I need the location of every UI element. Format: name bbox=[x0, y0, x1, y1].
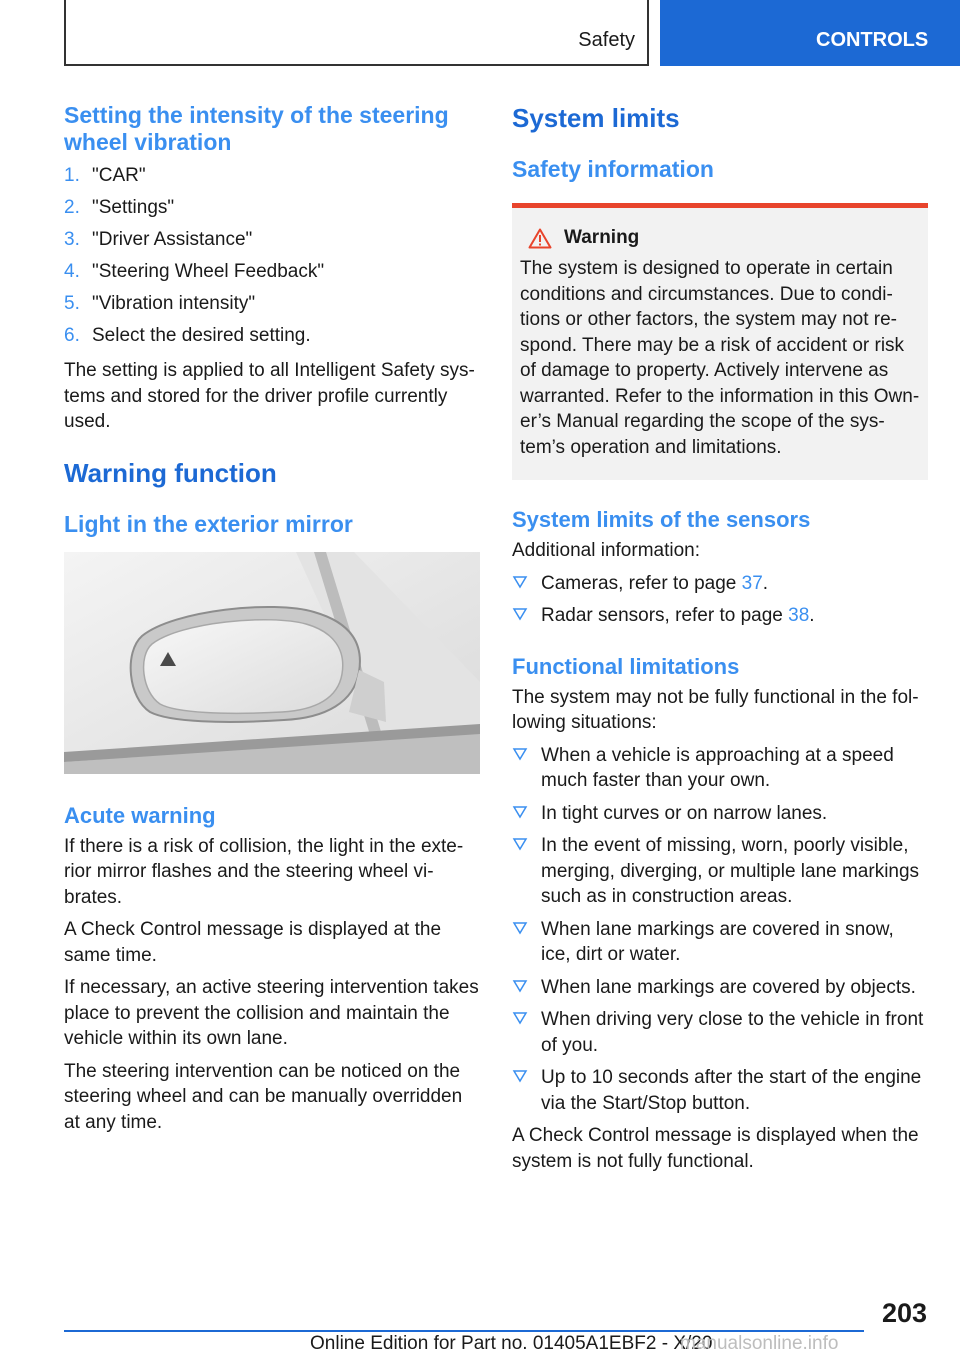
list-item: 2. "Settings" bbox=[64, 197, 175, 218]
footer-watermark: manualsonline.info bbox=[680, 1333, 839, 1354]
sensor-refs-list bbox=[512, 571, 928, 629]
bullet-triangle-icon bbox=[512, 606, 528, 622]
chapter-title: CONTROLS bbox=[816, 29, 929, 51]
list-item: 6. Select the desired setting. bbox=[64, 325, 311, 346]
additional-info: Additional information: bbox=[512, 540, 700, 561]
steps-list bbox=[64, 160, 482, 352]
section-title: Safety bbox=[578, 29, 635, 51]
intensity-heading: Setting the intensity of the steering wheel vibration bbox=[64, 102, 449, 155]
header-section-box bbox=[64, 0, 649, 66]
bullet-triangle-icon bbox=[512, 836, 528, 852]
setting-note: The setting is applied to all Intelligent Safety systems and stored for the driver profile currently used. bbox=[64, 360, 475, 432]
bullet-triangle-icon bbox=[512, 746, 528, 762]
acute-warning-heading: Acute warning bbox=[64, 802, 216, 828]
warning-triangle-icon bbox=[528, 228, 552, 249]
warning-label: Warning bbox=[564, 227, 640, 248]
list-item: When a vehicle is approaching at a speed much faster than your own. bbox=[512, 743, 928, 794]
acute-paragraph-4: The steering intervention can be noticed on the steering wheel and can be manually overridden at any time. bbox=[64, 1060, 463, 1133]
acute-paragraph-1: If there is a risk of collision, the light in the exterior mirror flashes and the steering wheel vibrates. bbox=[64, 835, 464, 908]
functional-limitations-heading: Functional limitations bbox=[512, 653, 740, 679]
warning-function-heading: Warning function bbox=[64, 457, 277, 488]
safety-info-heading: Safety information bbox=[512, 156, 714, 182]
list-item: When lane markings are covered by objects. bbox=[512, 975, 928, 1001]
light-mirror-heading: Light in the exterior mirror bbox=[64, 510, 353, 537]
footer-divider bbox=[64, 1330, 864, 1332]
page-link-cameras[interactable]: 37 bbox=[741, 572, 763, 594]
left-column bbox=[64, 102, 482, 1135]
list-item: In the event of missing, worn, poorly visible, merging, diverging, or multiple lane markings such as in construction areas. bbox=[512, 833, 928, 910]
list-item: Radar sensors, refer to page 38. bbox=[512, 603, 928, 629]
bullet-triangle-icon bbox=[512, 978, 528, 994]
exterior-mirror-illustration bbox=[64, 552, 480, 774]
functional-intro: The system may not be fully functional in the following situations: bbox=[512, 686, 919, 733]
warning-text: The system is designed to operate in certain conditions and circumstances. Due to conditions or other factors, the system may not respond. There may be a risk of accident or risk of damage to property. Actively intervene as warranted. Refer to the information in this Owner’s Manual regarding the scope of the system’s operation and limitations. bbox=[520, 258, 920, 458]
list-item: Cameras, refer to page 37. bbox=[512, 571, 928, 597]
list-item: When lane markings are covered in snow, ice, dirt or water. bbox=[512, 917, 928, 968]
right-column bbox=[512, 102, 928, 1174]
list-item: When driving very close to the vehicle in front of you. bbox=[512, 1007, 928, 1058]
list-item: 5. "Vibration intensity" bbox=[64, 293, 256, 314]
bullet-triangle-icon bbox=[512, 574, 528, 590]
list-item: 4. "Steering Wheel Feedback" bbox=[64, 261, 325, 282]
page-link-radar[interactable]: 38 bbox=[788, 605, 810, 626]
warning-box bbox=[512, 203, 928, 480]
list-item: In tight curves or on narrow lanes. bbox=[512, 801, 928, 827]
check-control-note: A Check Control message is displayed when the system is not fully functional. bbox=[512, 1125, 919, 1172]
acute-paragraph-2: A Check Control message is displayed at the same time. bbox=[64, 919, 442, 966]
list-item: 3. "Driver Assistance" bbox=[64, 229, 253, 250]
list-item: 1. "CAR" bbox=[64, 165, 146, 186]
system-limits-heading: System limits bbox=[512, 103, 680, 133]
header-chapter-tab bbox=[660, 0, 960, 66]
page-number: 203 bbox=[882, 1298, 928, 1328]
list-item: Up to 10 seconds after the start of the engine via the Start/Stop button. bbox=[512, 1065, 928, 1116]
sensors-heading: System limits of the sensors bbox=[512, 507, 811, 532]
acute-paragraph-3: If necessary, an active steering intervention takes place to prevent the collision and maintain the vehicle within its own lane. bbox=[64, 977, 479, 1049]
bullet-triangle-icon bbox=[512, 1068, 528, 1084]
limitations-list bbox=[512, 743, 928, 1117]
footer-edition: Online Edition for Part no. 01405A1EBF2 - X/20 bbox=[310, 1333, 713, 1354]
bullet-triangle-icon bbox=[512, 804, 528, 820]
warning-title bbox=[520, 226, 920, 250]
bullet-triangle-icon bbox=[512, 920, 528, 936]
bullet-triangle-icon bbox=[512, 1010, 528, 1026]
